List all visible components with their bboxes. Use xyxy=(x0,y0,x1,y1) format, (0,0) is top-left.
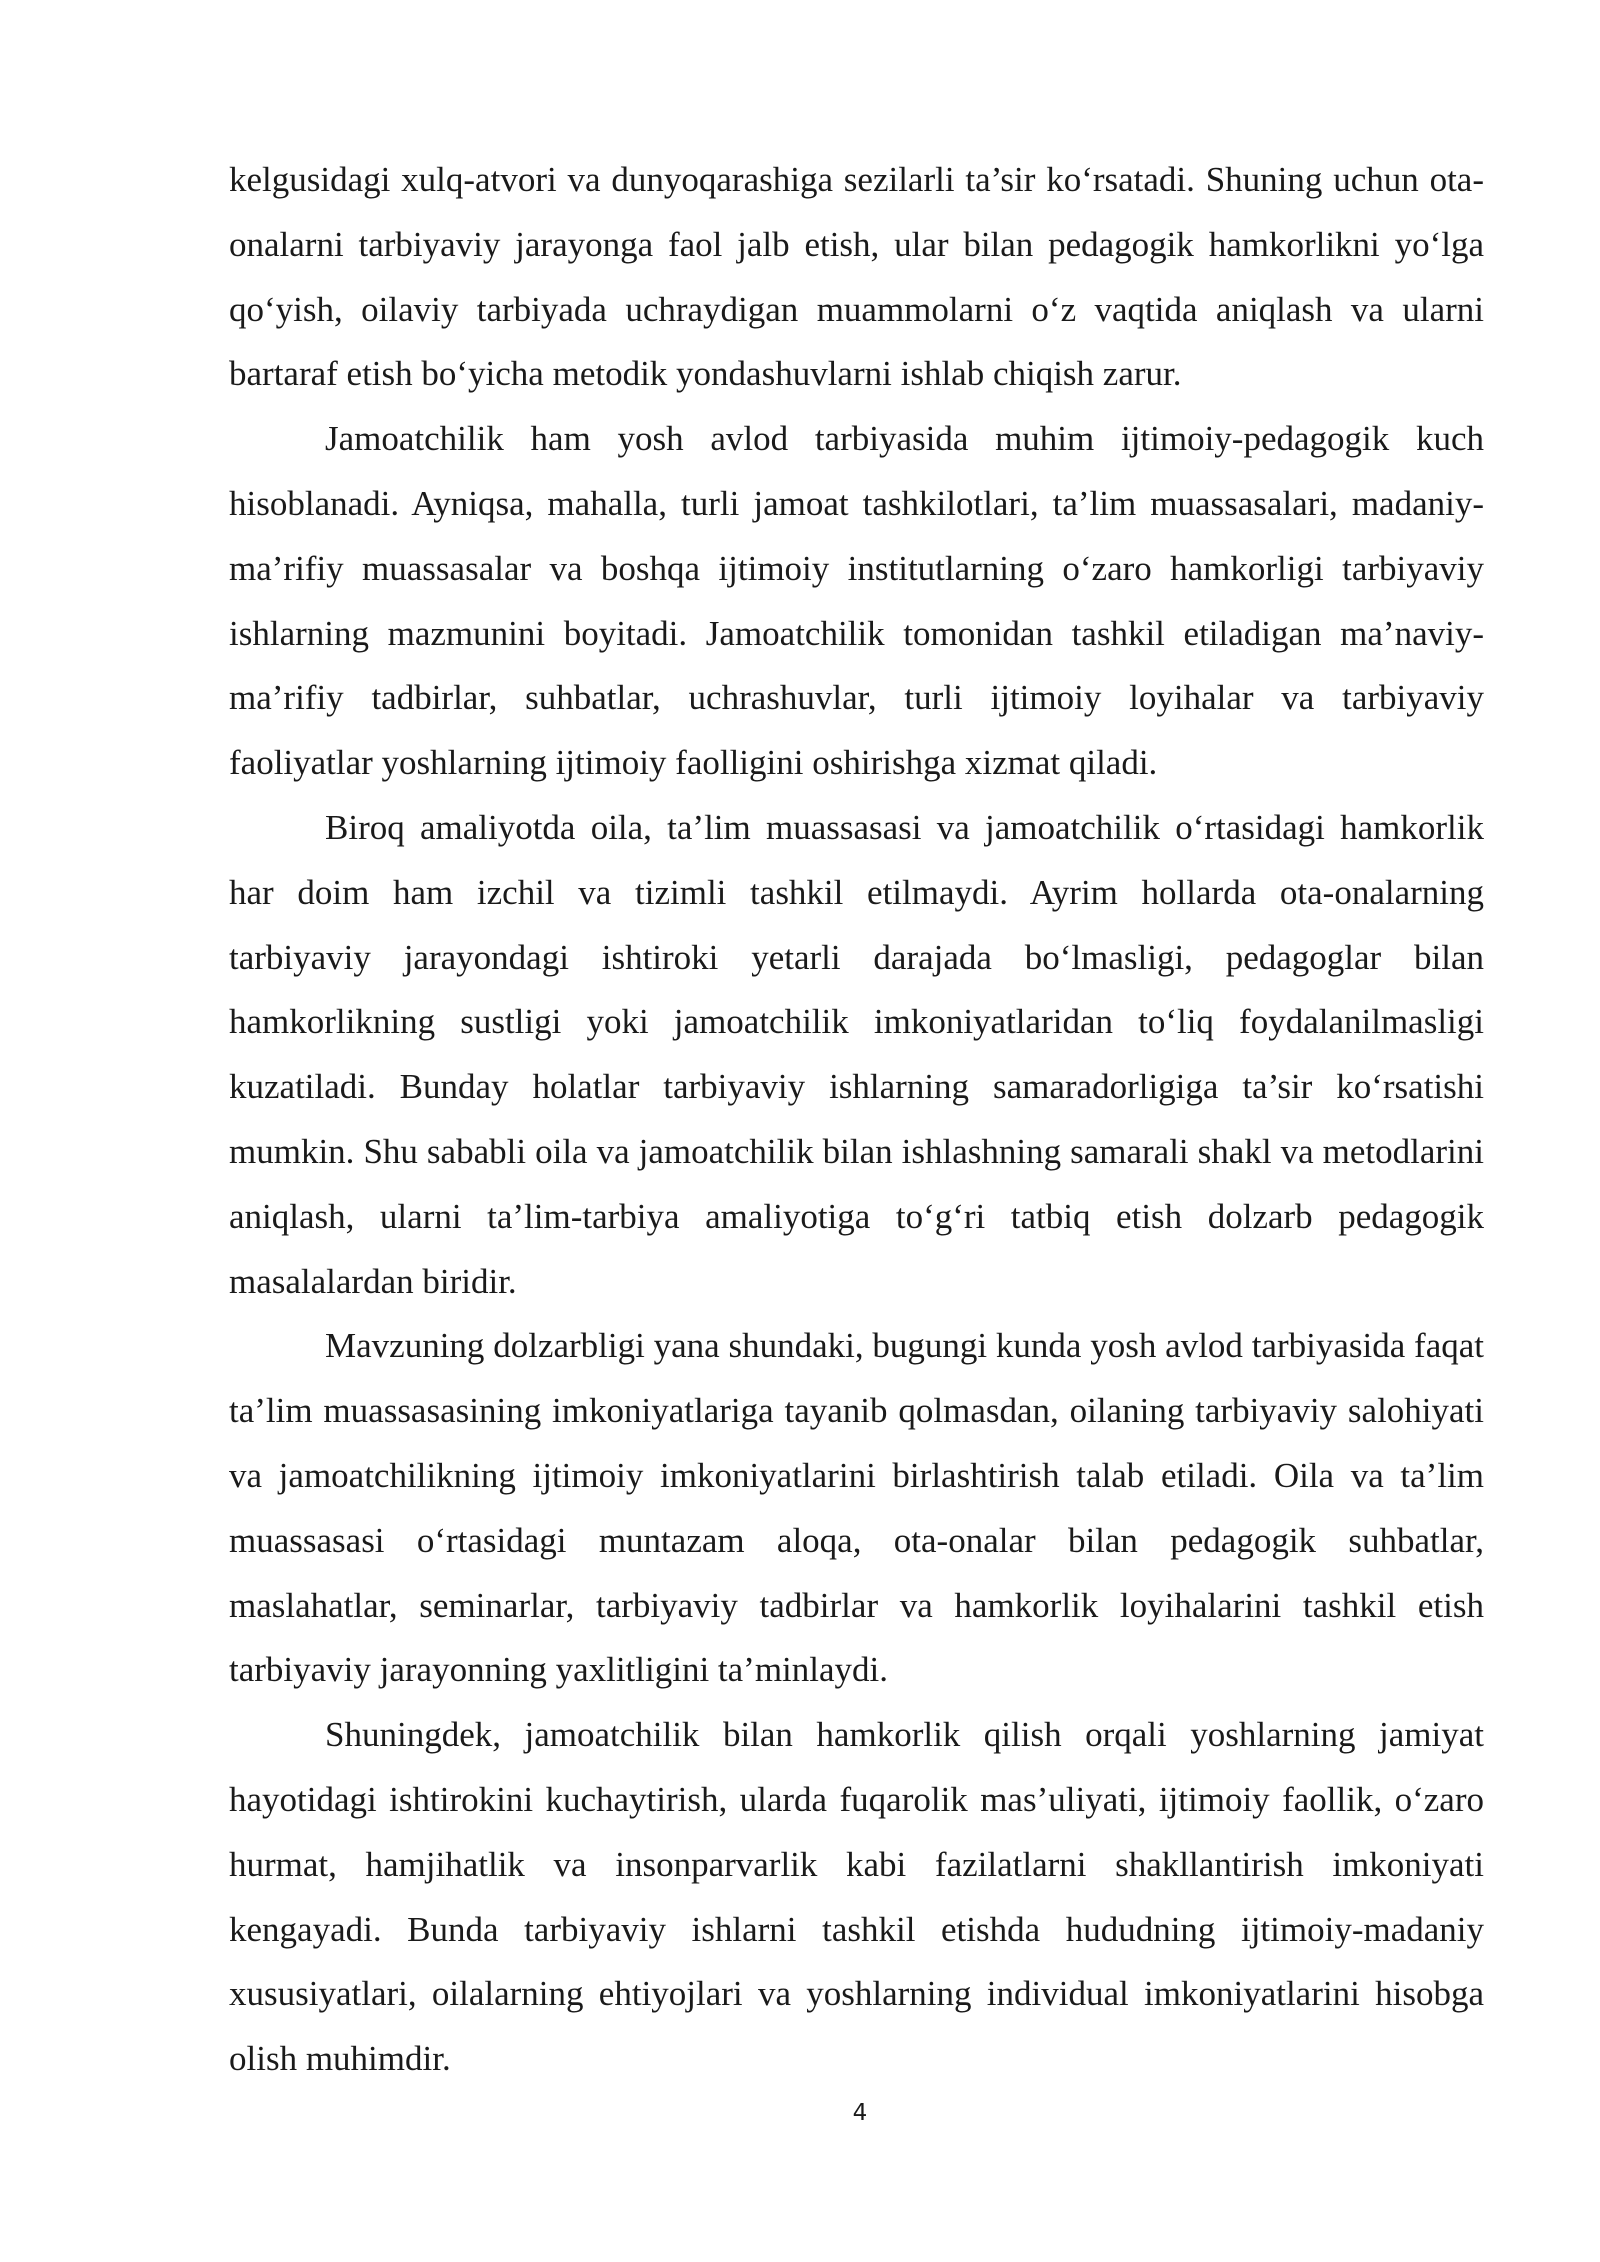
paragraph-1: kelgusidagi xulq-atvori va dunyoqarashiga sezilarli ta’sir ko‘rsatadi. Shuning uchun ota-onalarni tarbiyaviy jarayonga faol jalb etish, ular bilan pedagogik hamkorlikni yo‘lga qo‘yish, oilaviy tarbiyada uchraydigan muammolarni o‘z vaqtida aniqlash va ularni bartaraf etish bo‘yicha metodik yondashuvlarni ishlab chiqish zarur. xyxy=(229,160,1484,394)
page-number: 4 xyxy=(852,2100,868,2126)
paragraph-5: Shuningdek, jamoatchilik bilan hamkorlik qilish orqali yoshlarning jamiyat hayotidagi ishtirokini kuchaytirish, ularda fuqarolik mas’uliyati, ijtimoiy faollik, o‘zaro hurmat, hamjihatlik va insonparvarlik kabi fazilatlarni shakllantirish imkoniyati kengayadi. Bunda tarbiyaviy ishlarni tashkil etishda hududning ijtimoiy-madaniy xususiyatlari, oilalarning ehtiyojlari va yoshlarning individual imkoniyatlarini hisobga olish muhimdir. xyxy=(229,1715,1484,2079)
paragraph-3: Biroq amaliyotda oila, ta’lim muassasasi va jamoatchilik o‘rtasidagi hamkorlik har doim ham izchil va tizimli tashkil etilmaydi. Ayrim hollarda ota-onalarning tarbiyaviy jarayondagi ishtiroki yetarli darajada bo‘lmasligi, pedagoglar bilan hamkorlikning sustligi yoki jamoatchilik imkoniyatlaridan to‘liq foydalanilmasligi kuzatiladi. Bunday holatlar tarbiyaviy ishlarning samaradorligiga ta’sir ko‘rsatishi mumkin. Shu sababli oila va jamoatchilik bilan ishlashning samarali shakl va metodlarini aniqlash, ularni ta’lim-tarbiya amaliyotiga to‘g‘ri tatbiq etish dolzarb pedagogik masalalardan biridir. xyxy=(229,807,1484,1301)
body-text xyxy=(229,148,1484,2092)
paragraph-2: Jamoatchilik ham yosh avlod tarbiyasida muhim ijtimoiy-pedagogik kuch hisoblanadi. Ayniqsa, mahalla, turli jamoat tashkilotlari, ta’lim muassasalari, madaniy-ma’rifiy muassasalar va boshqa ijtimoiy institutlarning o‘zaro hamkorligi tarbiyaviy ishlarning mazmunini boyitadi. Jamoatchilik tomonidan tashkil etiladigan ma’naviy-ma’rifiy tadbirlar, suhbatlar, uchrashuvlar, turli ijtimoiy loyihalar va tarbiyaviy faoliyatlar yoshlarning ijtimoiy faolligini oshirishga xizmat qiladi. xyxy=(229,419,1484,783)
paragraph-4: Mavzuning dolzarbligi yana shundaki, bugungi kunda yosh avlod tarbiyasida faqat ta’lim muassasasining imkoniyatlariga tayanib qolmasdan, oilaning tarbiyaviy salohiyati va jamoatchilikning ijtimoiy imkoniyatlarini birlashtirish talab etiladi. Oila va ta’lim muassasasi o‘rtasidagi muntazam aloqa, ota-onalar bilan pedagogik suhbatlar, maslahatlar, seminarlar, tarbiyaviy tadbirlar va hamkorlik loyihalarini tashkil etish tarbiyaviy jarayonning yaxlitligini ta’minlaydi. xyxy=(229,1326,1484,1690)
